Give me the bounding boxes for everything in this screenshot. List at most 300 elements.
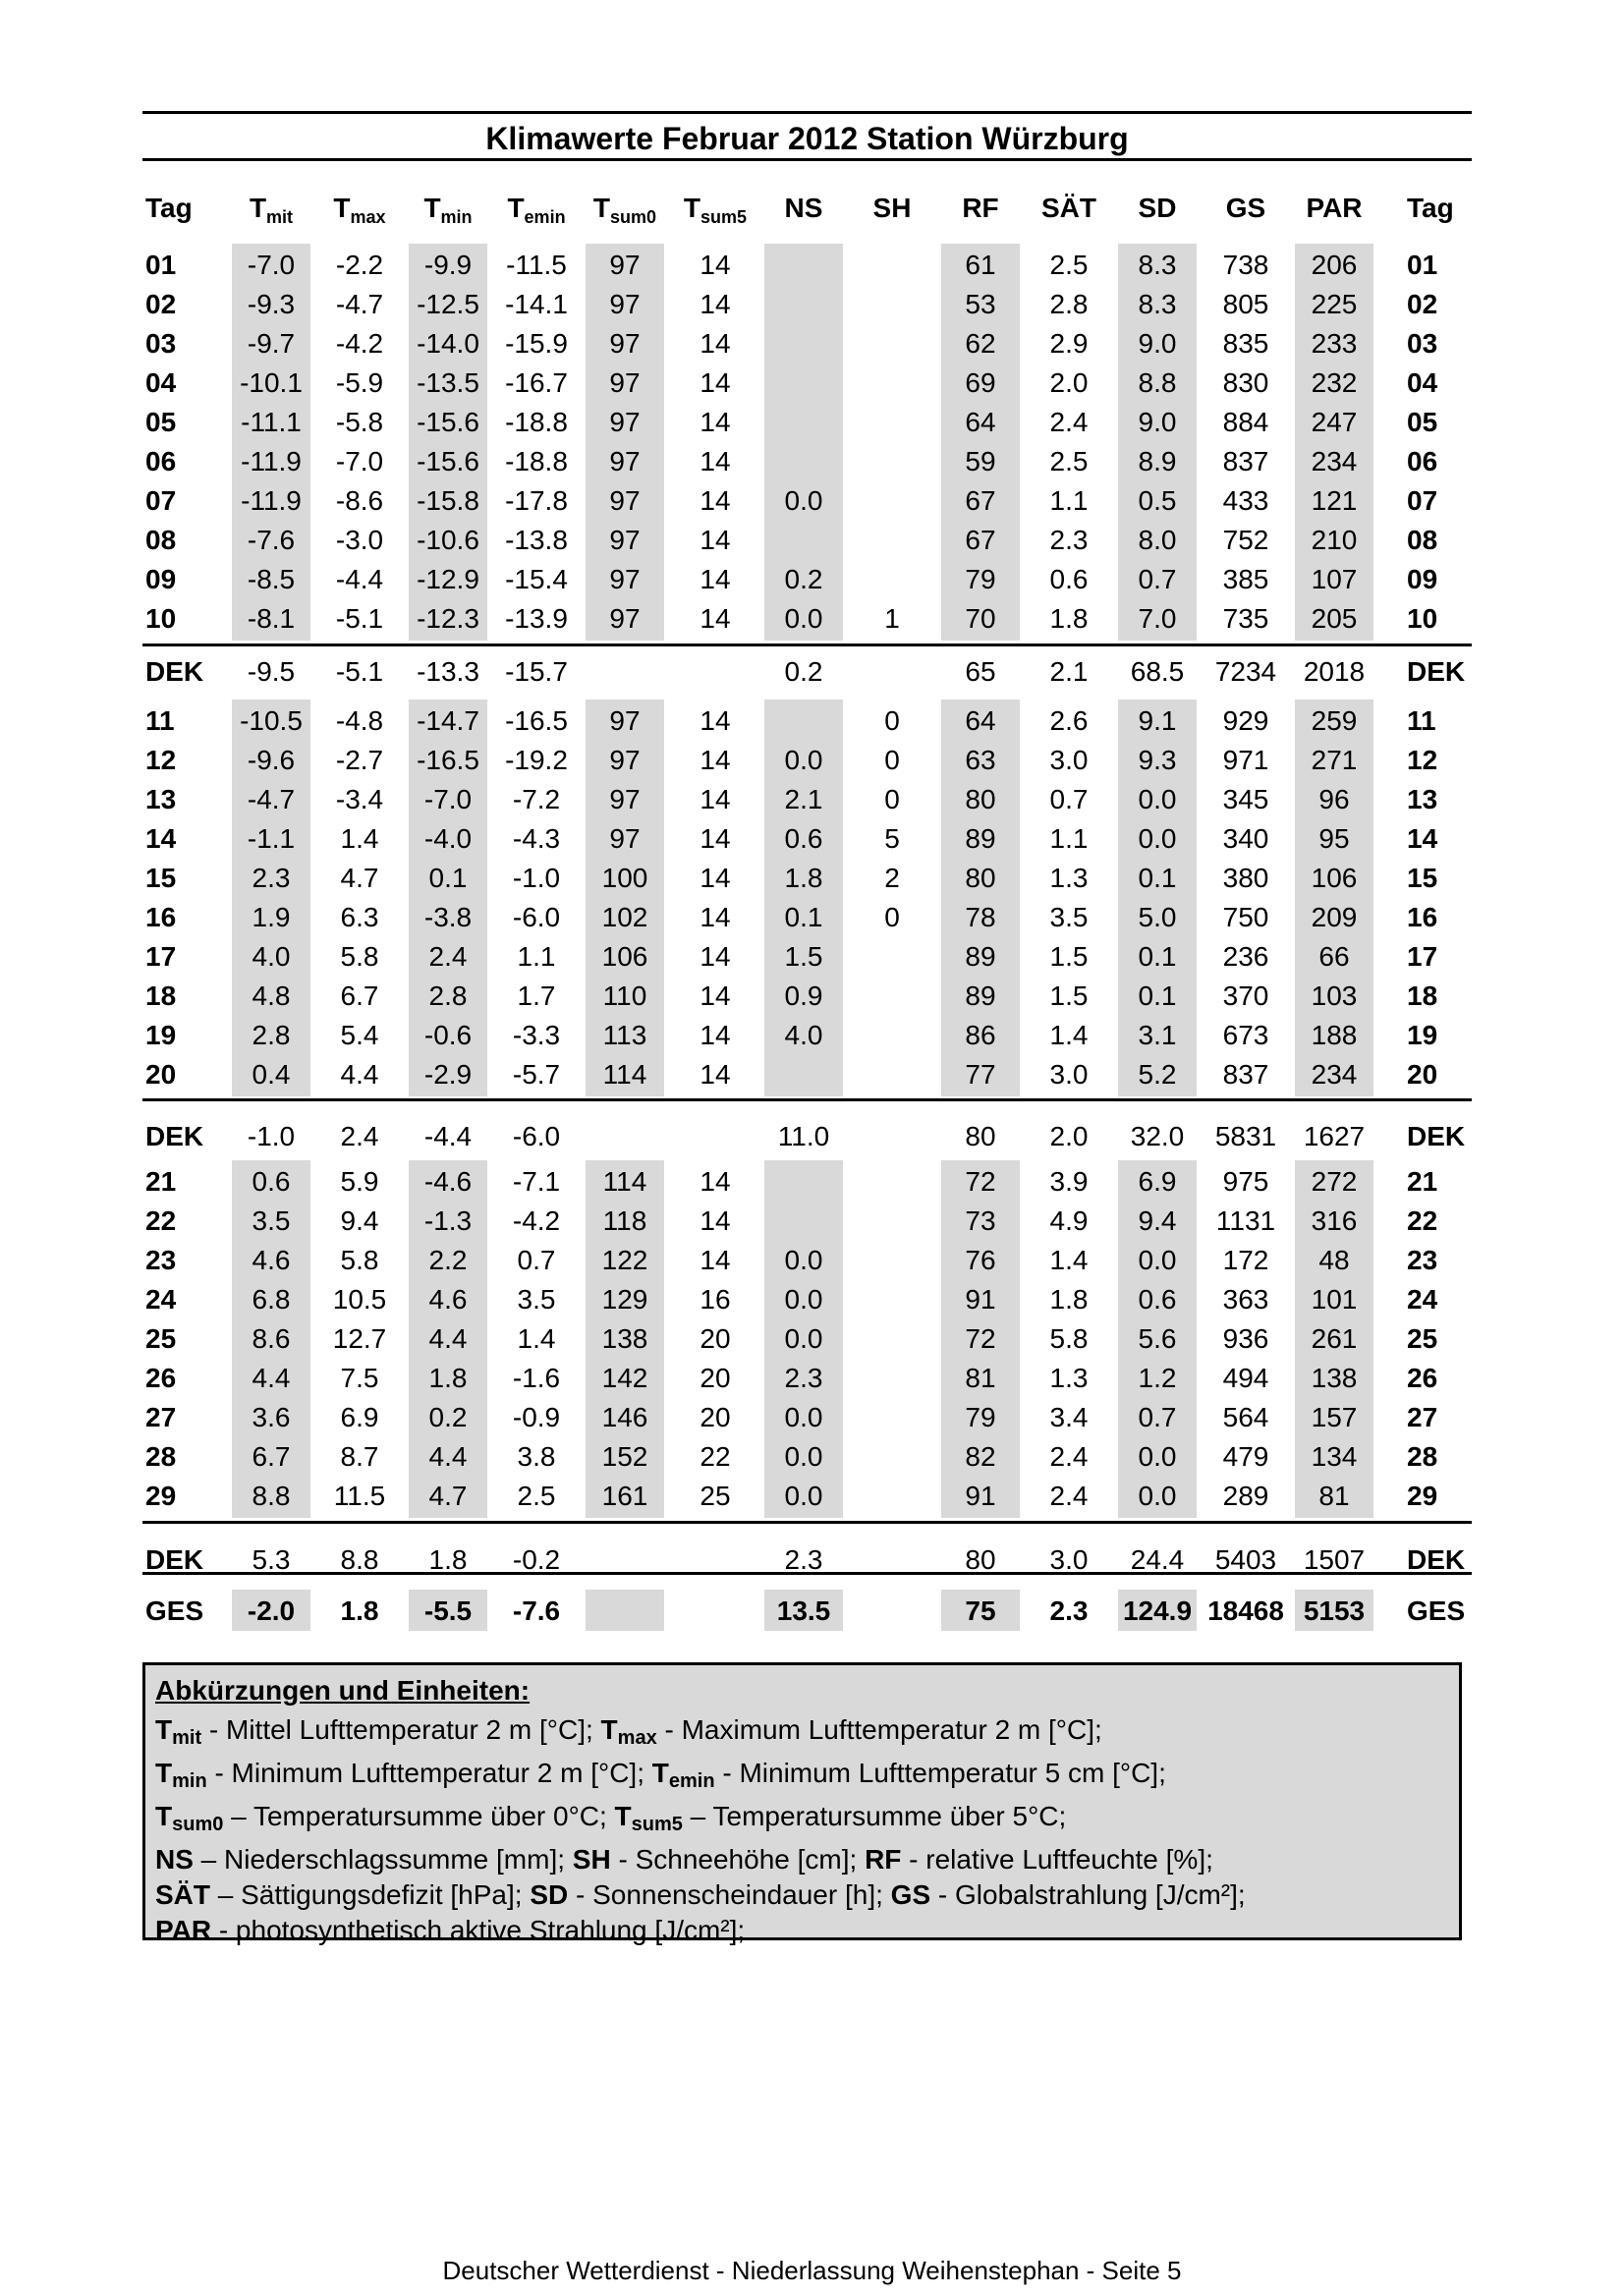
day-row-cell: -4.3 — [512, 823, 561, 854]
day-row-cell: 03 — [145, 328, 177, 359]
day-row-cell: -15.4 — [505, 564, 568, 594]
legend-term: T — [155, 1801, 173, 1831]
day-row-cell: 97 — [609, 823, 641, 854]
day-row-cell: 02 — [145, 289, 177, 319]
day-row-cell: 86 — [965, 1020, 996, 1050]
day-row-cell: 206 — [1311, 250, 1358, 280]
decade-summary-row-cell: 2.3 — [784, 1544, 823, 1575]
day-row-cell: 48 — [1318, 1245, 1350, 1275]
day-row-cell: 80 — [965, 784, 996, 814]
day-row-cell: 114 — [602, 1059, 647, 1090]
day-row-cell: 316 — [1311, 1205, 1358, 1236]
day-row-cell: 22 — [145, 1205, 177, 1236]
day-row-cell: 14 — [700, 745, 731, 775]
day-row-cell: 6.7 — [340, 980, 379, 1011]
day-row-cell: 78 — [965, 902, 996, 932]
day-row-cell — [761, 701, 846, 741]
day-row-cell: 70 — [965, 603, 996, 634]
day-row-cell: 1.1 — [1049, 485, 1089, 516]
day-row-cell: 20 — [700, 1363, 731, 1393]
day-row-cell: 4.6 — [428, 1284, 468, 1315]
column-header-temin — [494, 193, 579, 232]
column-header-saet — [1027, 193, 1111, 232]
day-row-cell: 3.0 — [1049, 1059, 1089, 1090]
day-row-cell: 24 — [1407, 1284, 1438, 1315]
day-row-cell: 97 — [609, 603, 641, 634]
day-row-cell: 0.0 — [784, 1245, 823, 1275]
day-row-cell: 4.7 — [428, 1481, 468, 1511]
day-row-cell: -13.9 — [505, 603, 568, 634]
decade-summary-row-cell: -9.5 — [247, 656, 296, 687]
decade-summary-row-cell: 5403 — [1214, 1544, 1277, 1575]
decade-summary-row-cell: -13.3 — [417, 656, 479, 687]
day-row-cell: 805 — [1222, 289, 1269, 319]
day-row-cell: 234 — [1311, 446, 1358, 476]
day-row-cell — [850, 364, 934, 403]
legend-description: - Sonnenscheindauer [h]; — [568, 1879, 891, 1910]
day-row-cell: 0.0 — [784, 1323, 823, 1354]
legend-term-subscript: sum0 — [172, 1814, 224, 1835]
day-row-cell: -16.5 — [505, 705, 568, 736]
legend-term: SH — [572, 1844, 611, 1875]
decade-summary-row-cell: 1507 — [1303, 1544, 1366, 1575]
day-row-cell: 14 — [700, 446, 731, 476]
column-header-tmin — [406, 193, 490, 232]
decade-summary-row-cell — [850, 652, 934, 692]
day-row-cell: 2.3 — [1049, 525, 1089, 555]
day-row-cell: 82 — [965, 1441, 996, 1472]
table-divider-line — [142, 1572, 1472, 1575]
day-row-cell: 8.9 — [1138, 446, 1177, 476]
day-row-cell: -1.6 — [512, 1363, 561, 1393]
column-header-label: SH — [872, 193, 912, 223]
day-row-cell: 18 — [145, 980, 177, 1011]
day-row-cell: 09 — [145, 564, 177, 594]
day-row-cell: 5.0 — [1138, 902, 1177, 932]
day-row-cell: -12.9 — [417, 564, 479, 594]
decade-summary-row-cell: 1627 — [1303, 1121, 1366, 1151]
day-row-cell: 0.7 — [517, 1245, 556, 1275]
day-row-cell: 25 — [145, 1323, 177, 1354]
legend-term-subscript: sum5 — [631, 1814, 683, 1835]
day-row-cell: 835 — [1222, 328, 1269, 359]
day-row-cell: -1.3 — [423, 1205, 473, 1236]
day-row-cell: 1.3 — [1049, 863, 1089, 893]
day-row-cell: 97 — [609, 328, 641, 359]
day-row-cell: 146 — [601, 1402, 648, 1432]
day-row-cell: 750 — [1222, 902, 1269, 932]
day-row-cell: 12 — [145, 745, 177, 775]
day-row-cell: -3.8 — [423, 902, 473, 932]
decade-summary-row-cell — [850, 1117, 934, 1156]
day-row-cell: 0.1 — [1138, 863, 1177, 893]
day-row-cell: 4.0 — [784, 1020, 823, 1050]
day-row-cell: 0.0 — [784, 1402, 823, 1432]
day-row-cell: 53 — [965, 289, 996, 319]
day-row-cell: -5.9 — [335, 367, 384, 398]
day-row-cell: 01 — [1407, 250, 1438, 280]
day-row-cell: 09 — [1407, 564, 1438, 594]
day-row-cell: 19 — [1407, 1020, 1438, 1050]
day-row-cell: 2.4 — [1049, 407, 1089, 437]
day-row-cell: 205 — [1311, 603, 1358, 634]
decade-summary-row-cell — [673, 652, 757, 692]
day-row-cell: 2.4 — [1049, 1441, 1089, 1472]
day-row-cell: 8.8 — [252, 1481, 291, 1511]
day-row-cell — [850, 481, 934, 521]
day-row-cell: -4.2 — [335, 328, 384, 359]
day-row-cell: 0.1 — [1138, 941, 1177, 972]
day-row-cell: 8.3 — [1138, 289, 1177, 319]
day-row-cell: 79 — [965, 564, 996, 594]
day-row-cell: 14 — [700, 863, 731, 893]
day-row-cell: 2.3 — [252, 863, 291, 893]
day-row-cell: -5.8 — [335, 407, 384, 437]
decade-summary-row-cell: 2.0 — [1049, 1121, 1089, 1151]
legend-term-subscript: mit — [172, 1727, 202, 1749]
abbreviations-legend — [142, 1662, 1462, 1945]
page-title: Klimawerte Februar 2012 Station Würzburg — [142, 111, 1472, 161]
day-row-cell: -7.0 — [423, 784, 473, 814]
day-row-cell: 2 — [884, 863, 900, 893]
day-row-cell: 10.5 — [332, 1284, 387, 1315]
legend-description: – Temperatursumme über 0°C; — [223, 1801, 615, 1831]
day-row-cell: 73 — [965, 1205, 996, 1236]
day-row-cell: 0.0 — [784, 1481, 823, 1511]
day-row-cell: 5 — [884, 823, 900, 854]
month-total-row-cell: 75 — [965, 1596, 996, 1626]
day-row-cell — [761, 285, 846, 324]
day-row-cell: -13.5 — [417, 367, 479, 398]
day-row-cell: 1.5 — [784, 941, 823, 972]
day-row-cell: 14 — [700, 1245, 731, 1275]
day-row-cell: 134 — [1311, 1441, 1358, 1472]
day-row-cell: -6.0 — [512, 902, 561, 932]
day-row-cell: 837 — [1222, 446, 1269, 476]
day-row-cell: 1.4 — [517, 1323, 556, 1354]
day-row-cell: 0.6 — [784, 823, 823, 854]
day-row-cell: 3.1 — [1138, 1020, 1177, 1050]
day-row-cell: -11.1 — [241, 407, 302, 437]
column-header-label: SÄT — [1041, 193, 1096, 223]
day-row-cell: 340 — [1222, 823, 1269, 854]
column-header-tag — [145, 193, 234, 232]
decade-summary-row-cell: -4.4 — [423, 1121, 473, 1151]
day-row-cell: 20 — [1407, 1059, 1438, 1090]
day-row-cell: 06 — [1407, 446, 1438, 476]
day-row-cell: 138 — [601, 1323, 648, 1354]
day-row-cell: 5.8 — [1049, 1323, 1089, 1354]
day-row-cell: 64 — [965, 705, 996, 736]
day-row-cell — [761, 246, 846, 285]
column-header-tmax — [317, 193, 402, 232]
decade-summary-row-cell: -6.0 — [512, 1121, 561, 1151]
day-row-cell — [850, 324, 934, 364]
day-row-cell: 0.2 — [784, 564, 823, 594]
day-row-cell: 209 — [1311, 902, 1358, 932]
day-row-cell: -5.1 — [335, 603, 384, 634]
day-row-cell: 884 — [1222, 407, 1269, 437]
day-row-cell: -2.7 — [335, 745, 384, 775]
month-total-row-cell: 18468 — [1207, 1596, 1284, 1626]
decade-summary-row-cell: DEK — [1407, 656, 1466, 687]
day-row-cell: 8.0 — [1138, 525, 1177, 555]
day-row-cell: 261 — [1311, 1323, 1358, 1354]
legend-line — [155, 1799, 1449, 1842]
day-row-cell: 11 — [145, 705, 175, 736]
day-row-cell: -4.2 — [512, 1205, 561, 1236]
column-header-gs — [1204, 193, 1288, 232]
day-row-cell: -12.3 — [417, 603, 479, 634]
day-row-cell: 26 — [1407, 1363, 1438, 1393]
day-row-cell: 63 — [965, 745, 996, 775]
day-row-cell: 188 — [1311, 1020, 1358, 1050]
day-row-cell: 27 — [145, 1402, 177, 1432]
column-header-label: GS — [1225, 193, 1266, 223]
day-row-cell: 1 — [884, 603, 900, 634]
day-row-cell: 0.6 — [1049, 564, 1089, 594]
day-row-cell: 9.3 — [1138, 745, 1177, 775]
month-total-row-cell: GES — [1407, 1596, 1466, 1626]
column-header-ns — [761, 193, 846, 232]
day-row-cell: 06 — [145, 446, 177, 476]
day-row-cell: 16 — [1407, 902, 1438, 932]
day-row-cell: -15.8 — [417, 485, 479, 516]
day-row-cell: -9.3 — [247, 289, 296, 319]
column-header-tsum0 — [583, 193, 667, 232]
column-header-par — [1292, 193, 1376, 232]
day-row-cell: 1.5 — [1049, 980, 1089, 1011]
day-row-cell: 2.8 — [252, 1020, 291, 1050]
day-row-cell: 0.0 — [1138, 784, 1177, 814]
column-header-subscript: min — [440, 207, 473, 227]
day-row-cell: 14 — [700, 1166, 731, 1197]
legend-term: NS — [155, 1844, 194, 1875]
month-total-row-cell: 5153 — [1303, 1596, 1366, 1626]
decade-summary-row-cell: -1.0 — [247, 1121, 296, 1151]
day-row-cell: 07 — [145, 485, 177, 516]
column-header-label: RF — [962, 193, 999, 223]
day-row-cell: 9.0 — [1138, 407, 1177, 437]
legend-lines — [155, 1712, 1449, 1948]
day-row-cell: 01 — [145, 250, 177, 280]
day-row-cell: 97 — [609, 564, 641, 594]
day-row-cell: 2.5 — [1049, 250, 1089, 280]
day-row-cell: 0.1 — [428, 863, 468, 893]
day-row-cell: 12 — [1407, 745, 1438, 775]
day-row-cell: 14 — [700, 407, 731, 437]
day-row-cell: 3.5 — [1049, 902, 1089, 932]
month-total-row-cell — [850, 1592, 934, 1631]
day-row-cell: 0.7 — [1138, 1402, 1177, 1432]
day-row-cell: -15.6 — [417, 446, 479, 476]
day-row-cell: 225 — [1311, 289, 1358, 319]
day-row-cell: 67 — [965, 485, 996, 516]
day-row-cell: 14 — [145, 823, 177, 854]
day-row-cell: 14 — [700, 705, 731, 736]
legend-term: GS — [890, 1879, 931, 1910]
day-row-cell — [850, 285, 934, 324]
day-row-cell: 27 — [1407, 1402, 1438, 1432]
day-row-cell: 08 — [1407, 525, 1438, 555]
day-row-cell — [850, 1319, 934, 1359]
legend-term: SD — [530, 1879, 569, 1910]
day-row-cell: 72 — [965, 1323, 996, 1354]
day-row-cell: 4.4 — [428, 1441, 468, 1472]
day-row-cell: 2.4 — [1049, 1481, 1089, 1511]
day-row-cell: 385 — [1222, 564, 1269, 594]
day-row-cell: 64 — [965, 407, 996, 437]
day-row-cell — [761, 364, 846, 403]
day-row-cell: 14 — [700, 941, 731, 972]
day-row-cell: 5.4 — [340, 1020, 379, 1050]
day-row-cell: 129 — [601, 1284, 648, 1315]
day-row-cell: -2.9 — [423, 1059, 473, 1090]
legend-term: T — [651, 1758, 669, 1788]
day-row-cell: 1.1 — [1049, 823, 1089, 854]
day-row-cell: 29 — [145, 1481, 177, 1511]
legend-term: T — [600, 1714, 618, 1745]
day-row-cell: 5.6 — [1138, 1323, 1177, 1354]
day-row-cell: 103 — [1311, 980, 1358, 1011]
day-row-cell: 23 — [145, 1245, 177, 1275]
day-row-cell: 14 — [700, 564, 731, 594]
column-header-label: T — [507, 193, 525, 223]
day-row-cell: -0.9 — [512, 1402, 561, 1432]
decade-summary-row-cell: 2.4 — [340, 1121, 379, 1151]
legend-line — [155, 1712, 1449, 1756]
day-row-cell: 1.4 — [340, 823, 379, 854]
day-row-cell: 738 — [1222, 250, 1269, 280]
legend-term: T — [155, 1714, 173, 1745]
day-row-cell: 370 — [1222, 980, 1269, 1011]
day-row-cell — [850, 1241, 934, 1280]
day-row-cell: -1.1 — [247, 823, 296, 854]
day-row-cell: 97 — [609, 446, 641, 476]
day-row-cell: 172 — [1222, 1245, 1269, 1275]
day-row-cell: 96 — [1318, 784, 1350, 814]
month-total-row-cell: -2.0 — [247, 1596, 296, 1626]
day-row-cell: 9.0 — [1138, 328, 1177, 359]
day-row-cell: 1131 — [1215, 1205, 1276, 1236]
day-row-cell: 3.6 — [252, 1402, 291, 1432]
day-row-cell — [850, 1477, 934, 1516]
day-row-cell: 6.7 — [252, 1441, 291, 1472]
day-row-cell: 2.1 — [784, 784, 823, 814]
day-row-cell: 14 — [700, 1059, 731, 1090]
column-header-label: NS — [784, 193, 823, 223]
day-row-cell: 10 — [1407, 603, 1438, 634]
legend-term-subscript: emin — [668, 1770, 715, 1792]
legend-term-subscript: max — [617, 1727, 657, 1749]
legend-description: – Temperatursumme über 5°C; — [682, 1801, 1067, 1831]
day-row-cell: -4.0 — [423, 823, 473, 854]
day-row-cell: 936 — [1222, 1323, 1269, 1354]
day-row-cell: 89 — [965, 980, 996, 1011]
day-row-cell: 04 — [145, 367, 177, 398]
day-row-cell: 363 — [1222, 1284, 1269, 1315]
day-row-cell: 0.4 — [252, 1059, 291, 1090]
day-row-cell: 0 — [884, 784, 900, 814]
day-row-cell: 08 — [145, 525, 177, 555]
column-header-tag2 — [1407, 193, 1491, 232]
day-row-cell: 0 — [884, 902, 900, 932]
day-row-cell: 122 — [601, 1245, 648, 1275]
day-row-cell: 05 — [1407, 407, 1438, 437]
day-row-cell: 2.4 — [428, 941, 468, 972]
day-row-cell: 03 — [1407, 328, 1438, 359]
day-row-cell: 13 — [145, 784, 177, 814]
day-row-cell: 247 — [1311, 407, 1358, 437]
day-row-cell: -4.4 — [335, 564, 384, 594]
day-row-cell: 20 — [700, 1402, 731, 1432]
legend-term: T — [155, 1758, 173, 1788]
day-row-cell: 4.0 — [252, 941, 291, 972]
decade-summary-row-cell: DEK — [145, 656, 204, 687]
month-total-row-cell: 2.3 — [1049, 1596, 1089, 1626]
decade-summary-row-cell: 0.2 — [784, 656, 823, 687]
day-row-cell: 97 — [609, 525, 641, 555]
column-header-subscript: mit — [266, 207, 294, 227]
day-row-cell: -7.0 — [247, 250, 296, 280]
day-row-cell: 101 — [1311, 1284, 1358, 1315]
decade-summary-row-cell: 5831 — [1214, 1121, 1277, 1151]
day-row-cell: 272 — [1311, 1166, 1358, 1197]
day-row-cell: 72 — [965, 1166, 996, 1197]
day-row-cell: 81 — [1318, 1481, 1350, 1511]
day-row-cell: 118 — [602, 1205, 647, 1236]
day-row-cell: 28 — [1407, 1441, 1438, 1472]
day-row-cell: 0.0 — [784, 1284, 823, 1315]
day-row-cell: 26 — [145, 1363, 177, 1393]
day-row-cell: 76 — [965, 1245, 996, 1275]
day-row-cell: 22 — [700, 1441, 731, 1472]
day-row-cell: 17 — [145, 941, 177, 972]
legend-term: RF — [865, 1844, 902, 1875]
day-row-cell: 2.5 — [517, 1481, 556, 1511]
day-row-cell: 121 — [1311, 485, 1358, 516]
day-row-cell: 830 — [1222, 367, 1269, 398]
day-row-cell: 2.2 — [428, 1245, 468, 1275]
month-total-row-cell: GES — [145, 1596, 204, 1626]
decade-summary-row-cell — [673, 1117, 757, 1156]
day-row-cell — [761, 442, 846, 481]
day-row-cell — [761, 521, 846, 560]
column-header-label: Tag — [1407, 193, 1454, 223]
day-row-cell: 0.0 — [784, 745, 823, 775]
day-row-cell: 236 — [1222, 941, 1269, 972]
day-row-cell: 16 — [145, 902, 177, 932]
day-row-cell: 3.8 — [517, 1441, 556, 1472]
day-row-cell: 1.8 — [428, 1363, 468, 1393]
day-row-cell: 02 — [1407, 289, 1438, 319]
legend-heading: Abkürzungen und Einheiten: — [155, 1675, 531, 1706]
month-total-row-cell: 124.9 — [1122, 1596, 1193, 1626]
day-row-cell: 0.7 — [1138, 564, 1177, 594]
day-row-cell: 21 — [145, 1166, 177, 1197]
decade-summary-row-cell: 80 — [965, 1121, 996, 1151]
day-row-cell: -3.4 — [335, 784, 384, 814]
day-row-cell: 97 — [609, 250, 641, 280]
day-row-cell: 0.0 — [784, 1441, 823, 1472]
column-header-label: T — [249, 193, 267, 223]
day-row-cell: -11.9 — [241, 485, 302, 516]
day-row-cell — [850, 1016, 934, 1055]
day-row-cell: 0.0 — [784, 485, 823, 516]
day-row-cell: 5.2 — [1138, 1059, 1177, 1090]
day-row-cell: -9.7 — [247, 328, 296, 359]
day-row-cell: 91 — [965, 1481, 996, 1511]
